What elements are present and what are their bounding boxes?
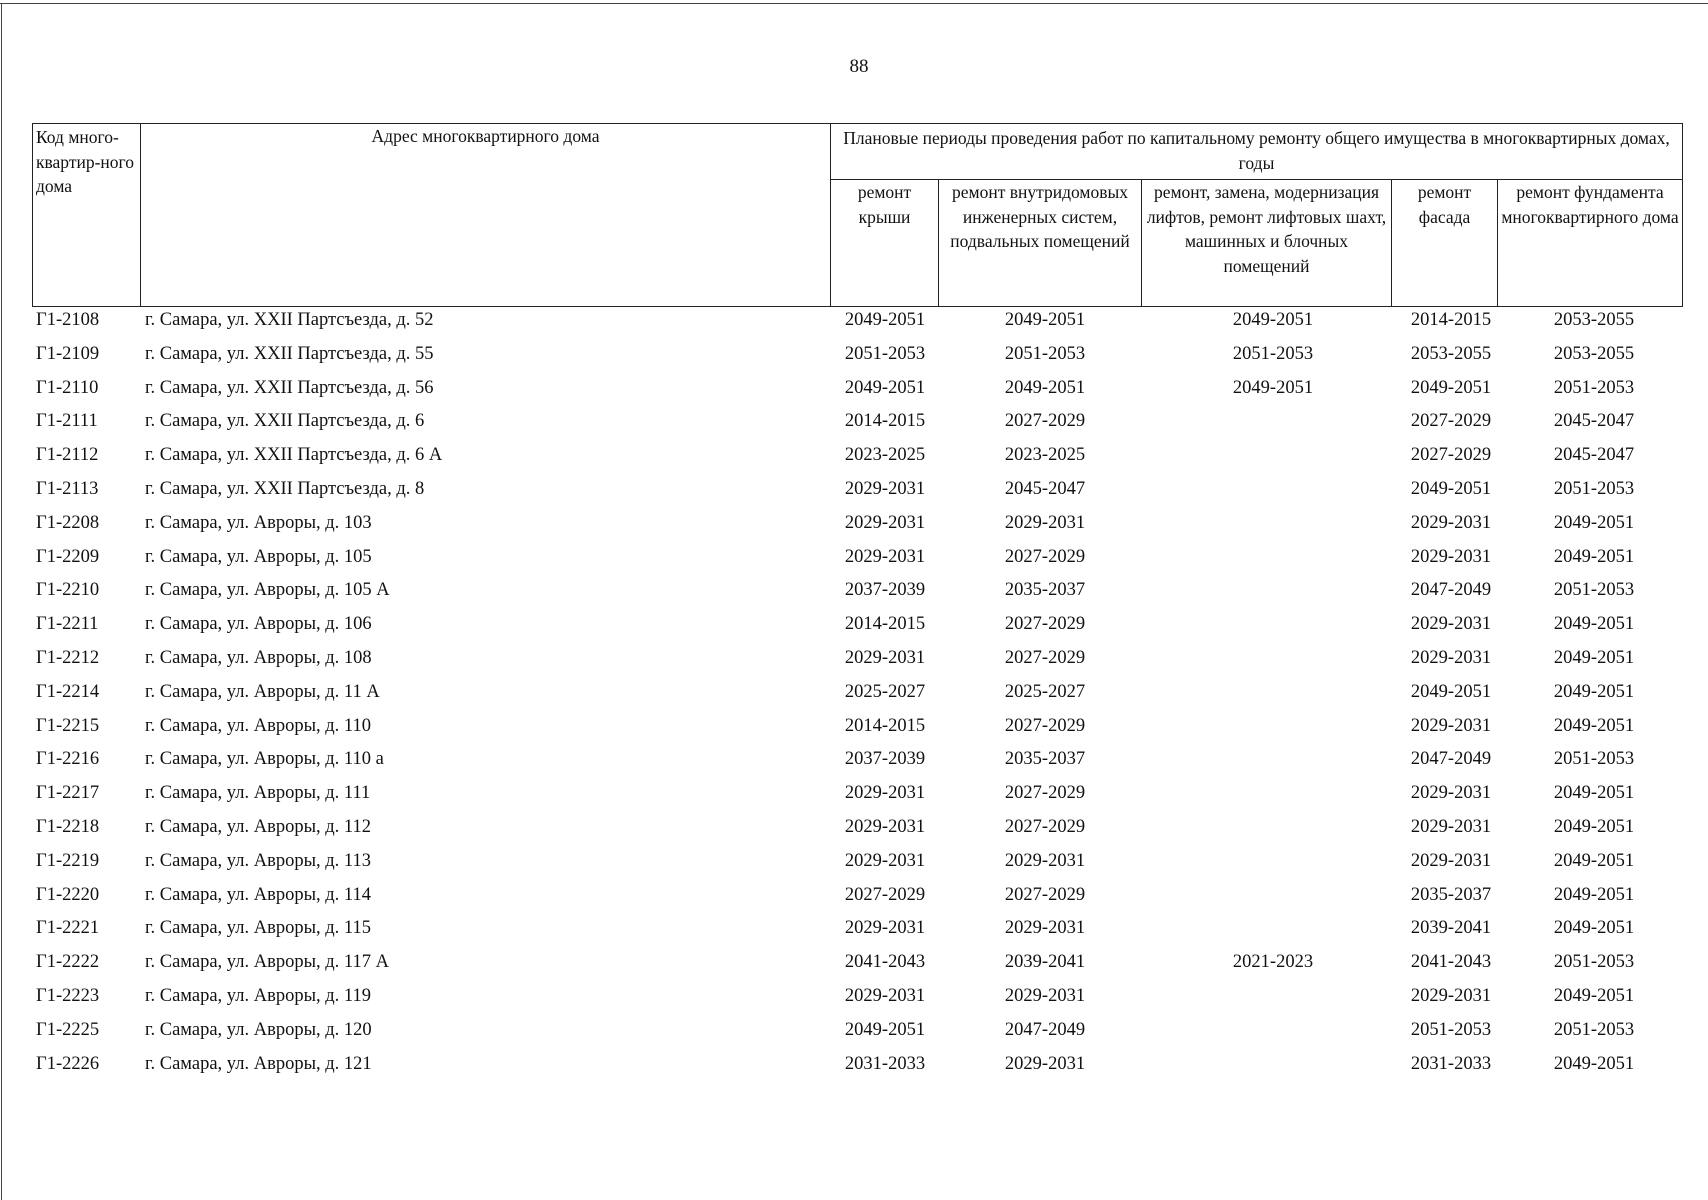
table-row <box>0 1016 1708 1050</box>
cell-address: г. Самара, ул. XXII Партсъезда, д. 56 <box>145 377 434 398</box>
cell-facade: 2031-2033 <box>1410 1053 1492 1074</box>
cell-internal-systems: 2027-2029 <box>1004 411 1086 432</box>
table-row <box>0 847 1708 881</box>
header-roof: ремонт крыши <box>831 180 939 307</box>
table-row <box>0 340 1708 374</box>
cell-facade: 2051-2053 <box>1410 1019 1492 1040</box>
cell-roof: 2037-2039 <box>844 580 926 601</box>
cell-facade: 2029-2031 <box>1410 850 1492 871</box>
cell-roof: 2023-2025 <box>844 445 926 466</box>
cell-foundation: 2049-2051 <box>1553 681 1635 702</box>
scan-edge-top <box>0 3 1708 4</box>
cell-internal-systems: 2029-2031 <box>1004 850 1086 871</box>
table-row <box>0 712 1708 746</box>
cell-internal-systems: 2027-2029 <box>1004 546 1086 567</box>
cell-facade: 2053-2055 <box>1410 343 1492 364</box>
table-row <box>0 745 1708 779</box>
cell-roof: 2049-2051 <box>844 377 926 398</box>
cell-facade: 2029-2031 <box>1410 715 1492 736</box>
cell-address: г. Самара, ул. XXII Партсъезда, д. 52 <box>145 310 434 330</box>
table-row <box>0 543 1708 577</box>
cell-foundation: 2049-2051 <box>1553 816 1635 837</box>
cell-foundation: 2051-2053 <box>1553 749 1635 770</box>
cell-address: г. Самара, ул. Авроры, д. 103 <box>145 512 372 533</box>
cell-code: Г1-2217 <box>36 783 100 804</box>
cell-address: г. Самара, ул. Авроры, д. 112 <box>145 816 371 837</box>
cell-internal-systems: 2027-2029 <box>1004 884 1086 905</box>
cell-code: Г1-2226 <box>36 1053 100 1074</box>
cell-foundation: 2045-2047 <box>1553 411 1635 432</box>
cell-address: г. Самара, ул. XXII Партсъезда, д. 55 <box>145 343 434 364</box>
cell-foundation: 2049-2051 <box>1553 884 1635 905</box>
cell-code: Г1-2215 <box>36 715 100 736</box>
cell-foundation: 2049-2051 <box>1553 1053 1635 1074</box>
cell-code: Г1-2111 <box>36 411 98 432</box>
cell-roof: 2025-2027 <box>844 681 926 702</box>
header-foundation: ремонт фундамента многоквартирного дома <box>1498 180 1683 307</box>
cell-facade: 2047-2049 <box>1410 580 1492 601</box>
table-row <box>0 881 1708 915</box>
cell-facade: 2029-2031 <box>1410 512 1492 533</box>
table-body <box>0 306 1708 1083</box>
cell-facade: 2047-2049 <box>1410 749 1492 770</box>
cell-code: Г1-2220 <box>36 884 100 905</box>
cell-internal-systems: 2045-2047 <box>1004 478 1086 499</box>
cell-foundation: 2049-2051 <box>1553 918 1635 939</box>
cell-facade: 2041-2043 <box>1410 952 1492 973</box>
table-row <box>0 1050 1708 1084</box>
cell-address: г. Самара, ул. Авроры, д. 110 а <box>145 749 384 770</box>
cell-foundation: 2049-2051 <box>1553 546 1635 567</box>
cell-facade: 2027-2029 <box>1410 445 1492 466</box>
cell-code: Г1-2225 <box>36 1019 100 1040</box>
cell-internal-systems: 2025-2027 <box>1004 681 1086 702</box>
table-row <box>0 678 1708 712</box>
table-row <box>0 509 1708 543</box>
header-planned-periods: Плановые периоды проведения работ по капитальному ремонту общего имущества в многоквартирных домах, годы <box>831 124 1683 180</box>
cell-code: Г1-2211 <box>36 614 99 635</box>
cell-foundation: 2049-2051 <box>1553 715 1635 736</box>
table-row <box>0 644 1708 678</box>
cell-address: г. Самара, ул. Авроры, д. 108 <box>145 647 372 668</box>
table-row <box>0 779 1708 813</box>
cell-code: Г1-2218 <box>36 816 100 837</box>
cell-address: г. Самара, ул. Авроры, д. 105 А <box>145 580 390 601</box>
cell-roof: 2014-2015 <box>844 411 926 432</box>
cell-roof: 2029-2031 <box>844 918 926 939</box>
header-address: Адрес многоквартирного дома <box>141 124 831 307</box>
cell-foundation: 2053-2055 <box>1553 310 1635 330</box>
cell-foundation: 2049-2051 <box>1553 783 1635 804</box>
cell-code: Г1-2212 <box>36 647 100 668</box>
table-row <box>0 982 1708 1016</box>
cell-code: Г1-2109 <box>36 343 100 364</box>
cell-foundation: 2051-2053 <box>1553 478 1635 499</box>
cell-roof: 2027-2029 <box>844 884 926 905</box>
cell-facade: 2029-2031 <box>1410 647 1492 668</box>
cell-foundation: 2049-2051 <box>1553 850 1635 871</box>
cell-facade: 2049-2051 <box>1410 478 1492 499</box>
table-row <box>0 576 1708 610</box>
table-row <box>0 914 1708 948</box>
table-row <box>0 948 1708 982</box>
cell-address: г. Самара, ул. Авроры, д. 121 <box>145 1053 372 1074</box>
cell-code: Г1-2209 <box>36 546 100 567</box>
cell-roof: 2029-2031 <box>844 546 926 567</box>
cell-code: Г1-2221 <box>36 918 100 939</box>
cell-address: г. Самара, ул. Авроры, д. 110 <box>145 715 371 736</box>
cell-internal-systems: 2035-2037 <box>1004 580 1086 601</box>
cell-facade: 2029-2031 <box>1410 816 1492 837</box>
cell-address: г. Самара, ул. XXII Партсъезда, д. 6 <box>145 411 425 432</box>
cell-code: Г1-2113 <box>36 478 99 499</box>
header-internal-systems: ремонт внутридомовых инженерных систем, подвальных помещений <box>939 180 1142 307</box>
cell-internal-systems: 2047-2049 <box>1004 1019 1086 1040</box>
cell-internal-systems: 2029-2031 <box>1004 985 1086 1006</box>
cell-elevators: 2021-2023 <box>1232 952 1314 973</box>
cell-foundation: 2049-2051 <box>1553 512 1635 533</box>
cell-internal-systems: 2051-2053 <box>1004 343 1086 364</box>
cell-address: г. Самара, ул. XXII Партсъезда, д. 8 <box>145 478 425 499</box>
cell-facade: 2049-2051 <box>1410 377 1492 398</box>
cell-roof: 2029-2031 <box>844 647 926 668</box>
cell-code: Г1-2112 <box>36 445 99 466</box>
cell-roof: 2051-2053 <box>844 343 926 364</box>
cell-internal-systems: 2039-2041 <box>1004 952 1086 973</box>
cell-elevators: 2049-2051 <box>1232 377 1314 398</box>
cell-facade: 2014-2015 <box>1410 310 1492 330</box>
cell-roof: 2029-2031 <box>844 478 926 499</box>
table-row <box>0 475 1708 509</box>
cell-roof: 2037-2039 <box>844 749 926 770</box>
table-row <box>0 374 1708 408</box>
cell-address: г. Самара, ул. Авроры, д. 117 А <box>145 952 389 973</box>
cell-address: г. Самара, ул. XXII Партсъезда, д. 6 А <box>145 445 443 466</box>
header-elevators: ремонт, замена, модернизация лифтов, ремонт лифтовых шахт, машинных и блочных помещений <box>1142 180 1392 307</box>
cell-facade: 2027-2029 <box>1410 411 1492 432</box>
cell-roof: 2029-2031 <box>844 783 926 804</box>
cell-foundation: 2051-2053 <box>1553 377 1635 398</box>
cell-foundation: 2051-2053 <box>1553 580 1635 601</box>
cell-roof: 2041-2043 <box>844 952 926 973</box>
cell-elevators: 2051-2053 <box>1232 343 1314 364</box>
cell-internal-systems: 2029-2031 <box>1004 512 1086 533</box>
cell-roof: 2014-2015 <box>844 614 926 635</box>
cell-internal-systems: 2027-2029 <box>1004 783 1086 804</box>
table-row <box>0 813 1708 847</box>
cell-address: г. Самара, ул. Авроры, д. 106 <box>145 614 372 635</box>
cell-roof: 2029-2031 <box>844 985 926 1006</box>
cell-facade: 2029-2031 <box>1410 614 1492 635</box>
table-row <box>0 441 1708 475</box>
table-header <box>32 123 1683 307</box>
cell-address: г. Самара, ул. Авроры, д. 105 <box>145 546 372 567</box>
cell-internal-systems: 2027-2029 <box>1004 715 1086 736</box>
cell-foundation: 2051-2053 <box>1553 952 1635 973</box>
header-facade: ремонт фасада <box>1392 180 1498 307</box>
cell-internal-systems: 2049-2051 <box>1004 310 1086 330</box>
cell-code: Г1-2219 <box>36 850 100 871</box>
cell-foundation: 2049-2051 <box>1553 985 1635 1006</box>
table-row <box>0 407 1708 441</box>
cell-facade: 2029-2031 <box>1410 783 1492 804</box>
cell-internal-systems: 2029-2031 <box>1004 918 1086 939</box>
cell-roof: 2029-2031 <box>844 850 926 871</box>
cell-address: г. Самара, ул. Авроры, д. 119 <box>145 985 371 1006</box>
cell-code: Г1-2208 <box>36 512 100 533</box>
cell-foundation: 2049-2051 <box>1553 614 1635 635</box>
cell-address: г. Самара, ул. Авроры, д. 115 <box>145 918 371 939</box>
header-code: Код много-квартир-ного дома <box>33 124 141 307</box>
cell-foundation: 2045-2047 <box>1553 445 1635 466</box>
cell-address: г. Самара, ул. Авроры, д. 120 <box>145 1019 372 1040</box>
cell-internal-systems: 2029-2031 <box>1004 1053 1086 1074</box>
cell-address: г. Самара, ул. Авроры, д. 114 <box>145 884 371 905</box>
table-row <box>0 306 1708 340</box>
cell-internal-systems: 2035-2037 <box>1004 749 1086 770</box>
cell-roof: 2014-2015 <box>844 715 926 736</box>
cell-internal-systems: 2023-2025 <box>1004 445 1086 466</box>
cell-facade: 2049-2051 <box>1410 681 1492 702</box>
cell-roof: 2049-2051 <box>844 1019 926 1040</box>
cell-internal-systems: 2049-2051 <box>1004 377 1086 398</box>
cell-facade: 2035-2037 <box>1410 884 1492 905</box>
cell-internal-systems: 2027-2029 <box>1004 816 1086 837</box>
table-row <box>0 610 1708 644</box>
cell-address: г. Самара, ул. Авроры, д. 113 <box>145 850 371 871</box>
cell-foundation: 2049-2051 <box>1553 647 1635 668</box>
cell-elevators: 2049-2051 <box>1232 310 1314 330</box>
cell-code: Г1-2110 <box>36 377 99 398</box>
cell-facade: 2029-2031 <box>1410 546 1492 567</box>
cell-foundation: 2053-2055 <box>1553 343 1635 364</box>
cell-foundation: 2051-2053 <box>1553 1019 1635 1040</box>
cell-internal-systems: 2027-2029 <box>1004 647 1086 668</box>
page-number: 88 <box>849 56 869 77</box>
cell-code: Г1-2216 <box>36 749 100 770</box>
cell-roof: 2029-2031 <box>844 512 926 533</box>
cell-facade: 2029-2031 <box>1410 985 1492 1006</box>
cell-address: г. Самара, ул. Авроры, д. 111 <box>145 783 371 804</box>
cell-roof: 2049-2051 <box>844 310 926 330</box>
cell-roof: 2029-2031 <box>844 816 926 837</box>
cell-address: г. Самара, ул. Авроры, д. 11 А <box>145 681 380 702</box>
cell-roof: 2031-2033 <box>844 1053 926 1074</box>
cell-code: Г1-2223 <box>36 985 100 1006</box>
cell-facade: 2039-2041 <box>1410 918 1492 939</box>
cell-code: Г1-2108 <box>36 310 100 330</box>
cell-code: Г1-2210 <box>36 580 100 601</box>
cell-code: Г1-2214 <box>36 681 100 702</box>
cell-internal-systems: 2027-2029 <box>1004 614 1086 635</box>
cell-code: Г1-2222 <box>36 952 100 973</box>
